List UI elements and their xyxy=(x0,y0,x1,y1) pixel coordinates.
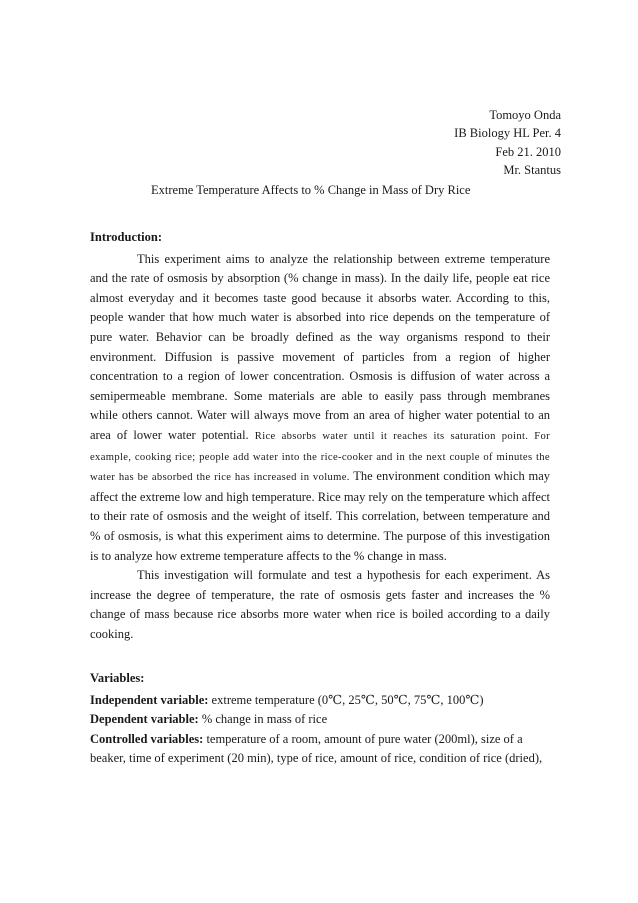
document-title: Extreme Temperature Affects to % Change in Mass of Dry Rice xyxy=(151,183,471,197)
variables-heading: Variables: xyxy=(90,671,145,685)
document-date: Feb 21. 2010 xyxy=(495,144,561,159)
independent-variable-line xyxy=(90,691,550,711)
introduction-paragraph-2: This investigation will formulate and test a hypothesis for each experiment. As increase the degree of temperature, the rate of osmosis gets faster and increases the % change of mass because rice absorbs more water when rice is boiled according to a daily cooking. xyxy=(90,568,550,641)
dependent-variable-line xyxy=(90,710,550,730)
controlled-variables-value: temperature of a room, amount of pure water (200ml), size of a beaker, time of experiment (20 min), type of rice, amount of rice, condition of rice (dried), xyxy=(90,731,543,766)
dependent-variable-value: % change in mass of rice xyxy=(198,712,328,727)
controlled-variables-line xyxy=(90,730,550,769)
teacher-name: Mr. Stantus xyxy=(503,163,561,178)
introduction-small-text: Rice absorbs water until it reaches its saturation point. For example, cooking rice; people add water into the rice-cooker and in the next couple of minutes the water has be absorbed the rice has increased in volume. xyxy=(90,430,550,484)
introduction-heading: Introduction: xyxy=(90,230,163,244)
controlled-variables-label: Controlled variables: xyxy=(90,731,204,746)
introduction-text-part-2: The environment condition which may affect the extreme low and high temperature. Rice may rely on the temperature which affect to their rate of osmosis and the weight of itself. This correlation, between temperature and % of osmosis, is what this experiment aims to determine. The purpose of this investigation is to analyze how extreme temperature affects to the % change in mass. xyxy=(90,469,550,563)
author-name: Tomoyo Onda xyxy=(489,108,561,122)
independent-variable-value: extreme temperature (0℃, 25℃, 50℃, 75℃, 100℃) xyxy=(208,692,484,707)
independent-variable-label: Independent variable: xyxy=(90,692,209,707)
introduction-section xyxy=(90,228,550,644)
introduction-paragraph-1 xyxy=(90,250,550,567)
introduction-text-part-1: This experiment aims to analyze the relationship between extreme temperature and the rate of osmosis by absorption (% change in mass). In the daily life, people eat rice almost everyday and it becomes taste good because it absorbs water. According to this, people wander that how much water is absorbed into rice depends on the temperature of pure water. Behavior can be broadly defined as the way organisms respond to their environment. Diffusion is passive movement of particles from a region of higher concentration to a region of lower concentration. Osmosis is diffusion of water across a semipermeable membrane. Some materials are able to easily pass through membranes while others cannot. Water will always move from an area of higher water potential to an area of lower water potential. xyxy=(90,251,550,442)
variables-section xyxy=(90,669,550,769)
dependent-variable-label: Dependent variable: xyxy=(90,712,199,727)
course-name: IB Biology HL Per. 4 xyxy=(454,126,561,141)
document-header xyxy=(454,106,561,180)
